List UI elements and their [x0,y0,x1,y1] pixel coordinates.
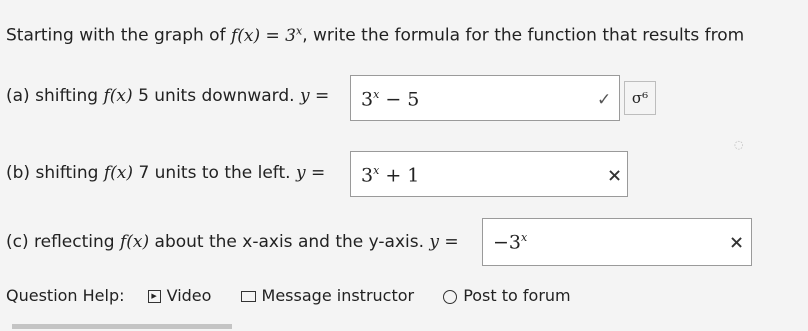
part-b-prompt: (b) shifting f(x) 7 units to the left. y = [6,163,326,183]
intro-tail: , write the formula for the function that results from [302,25,745,46]
x-icon: × [607,165,623,186]
check-icon: ✓ [597,90,612,110]
part-c-lhs: y = [429,232,459,252]
help-label: Question Help: [6,286,125,305]
question-help-bar [6,286,583,305]
part-a-answer-field[interactable]: $3^x - 5$ ✓ [350,75,620,121]
intro-text: Starting with the graph of [6,25,226,46]
part-a-lhs: y = [299,86,330,106]
message-instructor-link[interactable]: Message instructor [241,286,421,305]
part-c-answer-field[interactable]: $-3^x$ × [482,218,752,266]
question-prompt [6,24,744,46]
math-palette-button[interactable]: σ⁶ [624,81,656,115]
bottom-divider [12,324,232,329]
part-a-prompt: (a) shifting f(x) 5 units downward. y = [6,86,330,106]
part-c-prompt: (c) reflecting f(x) about the x-axis and the y-axis. y = [6,232,459,252]
mail-icon [241,291,256,302]
video-icon: ▶ [148,290,161,303]
part-b-answer-field[interactable]: $3^x + 1$ × [350,151,628,197]
chat-bubble-icon [443,290,457,304]
intro-function: $f(x) = 3^x$ [230,24,303,46]
post-to-forum-link[interactable]: Post to forum [443,286,576,305]
part-b-lhs: y = [295,163,326,183]
hint-icon: ◌ [734,138,744,151]
x-icon: × [729,232,745,253]
video-link[interactable]: ▶ Video [148,286,218,305]
